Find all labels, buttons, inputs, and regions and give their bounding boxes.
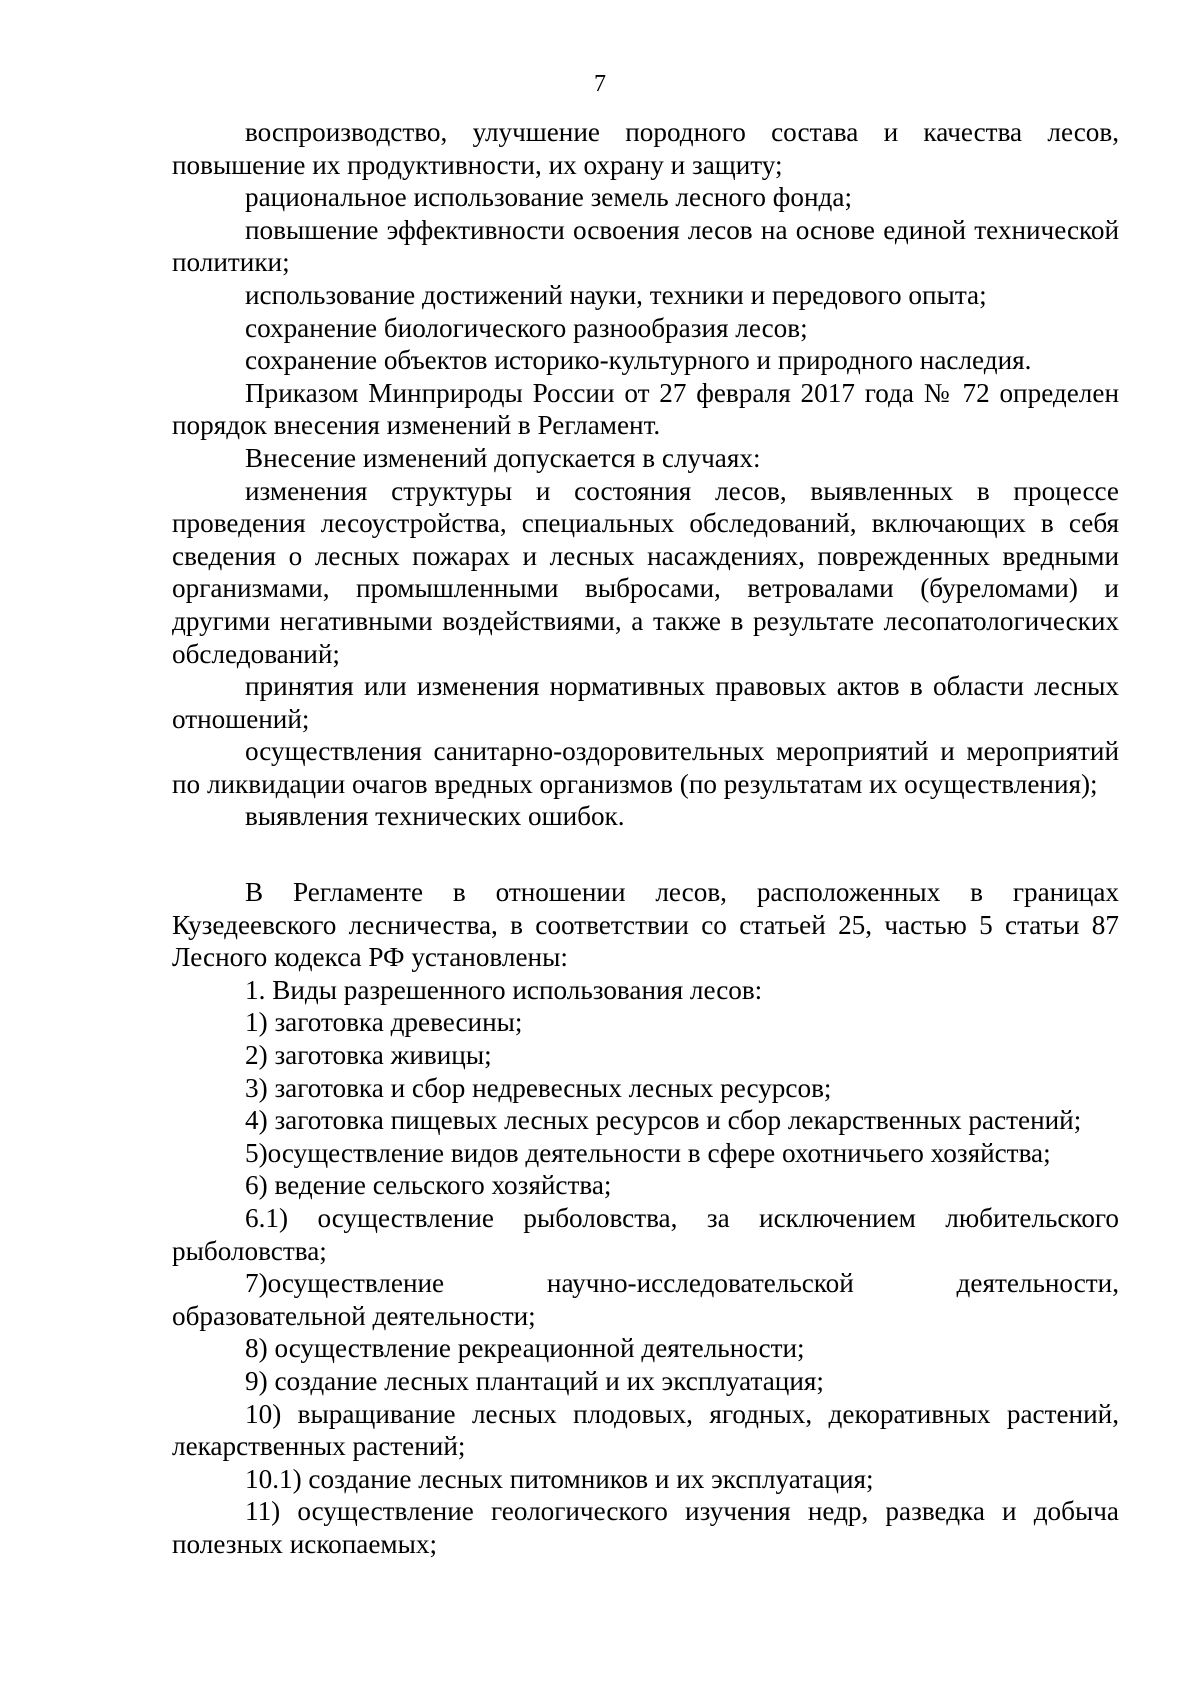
paragraph: сохранение объектов историко-культурного и природного наследия. [245, 345, 1032, 376]
paragraph: выявления технических ошибок. [245, 801, 625, 832]
list-item: 4) заготовка пищевых лесных ресурсов и сбор лекарственных растений; [245, 1105, 1082, 1136]
list-item: 11) осуществление геологического изучения недр, разведка и добыча полезных ископаемых; [172, 1496, 1119, 1559]
paragraph: Приказом Минприроды России от 27 февраля 2017 года № 72 определен порядок внесения изменений в Регламент. [172, 377, 1119, 441]
list-heading: 1. Виды разрешенного использования лесов: [245, 974, 763, 1005]
section-gap [172, 833, 1119, 876]
list-item: 7)осуществление научно-исследовательской деятельности, образовательной деятельности; [172, 1268, 1119, 1331]
list-item: 10.1) создание лесных питомников и их эксплуатация; [245, 1463, 874, 1494]
paragraph: принятия или изменения нормативных правовых актов в области лесных отношений; [172, 671, 1119, 734]
paragraph: осуществления санитарно-оздоровительных мероприятий и мероприятий по ликвидации очагов вредных организмов (по результатам их осуществления); [172, 736, 1119, 799]
paragraph: воспроизводство, улучшение породного состава и качества лесов, повышение их продуктивности, их охрану и защиту; [172, 117, 1119, 180]
paragraph: повышение эффективности освоения лесов на основе единой технической политики; [172, 214, 1119, 278]
paragraph: изменения структуры и состояния лесов, выявленных в процессе проведения лесоустройства, специальных обследований, включающих в себя сведения о лесных пожарах и лесных насаждениях, поврежденных вредными организмами, промышленными выбросами, ветровалами (буреломами) и другими негативными воздействиями, а также в результате лесопатологических обследований; [172, 475, 1119, 669]
list-item: 10) выращивание лесных плодовых, ягодных, декоративных растений, лекарственных растений; [172, 1398, 1119, 1462]
list-item: 9) создание лесных плантаций и их эксплуатация; [245, 1365, 824, 1396]
page-number: 7 [594, 71, 606, 97]
paragraph: рациональное использование земель лесного фонда; [245, 182, 853, 213]
list-item: 2) заготовка живицы; [245, 1040, 492, 1071]
paragraph: сохранение биологического разнообразия лесов; [245, 312, 808, 343]
list-item: 6.1) осуществление рыболовства, за исключением любительского рыболовства; [172, 1203, 1119, 1266]
list-item: 1) заготовка древесины; [245, 1007, 523, 1038]
list-item: 8) осуществление рекреационной деятельности; [245, 1333, 805, 1364]
list-item: 5)осуществление видов деятельности в сфере охотничьего хозяйства; [245, 1137, 1051, 1168]
paragraph: В Регламенте в отношении лесов, расположенных в границах Кузедеевского лесничества, в соответствии со статьей 25, частью 5 статьи 87 Лесного кодекса РФ установлены: [172, 877, 1119, 973]
paragraph: использование достижений науки, техники и передового опыта; [245, 279, 987, 310]
list-item: 6) ведение сельского хозяйства; [245, 1170, 612, 1201]
paragraph: Внесение изменений допускается в случаях: [245, 442, 761, 473]
list-item: 3) заготовка и сбор недревесных лесных ресурсов; [245, 1072, 832, 1103]
document-body [172, 116, 1119, 1561]
